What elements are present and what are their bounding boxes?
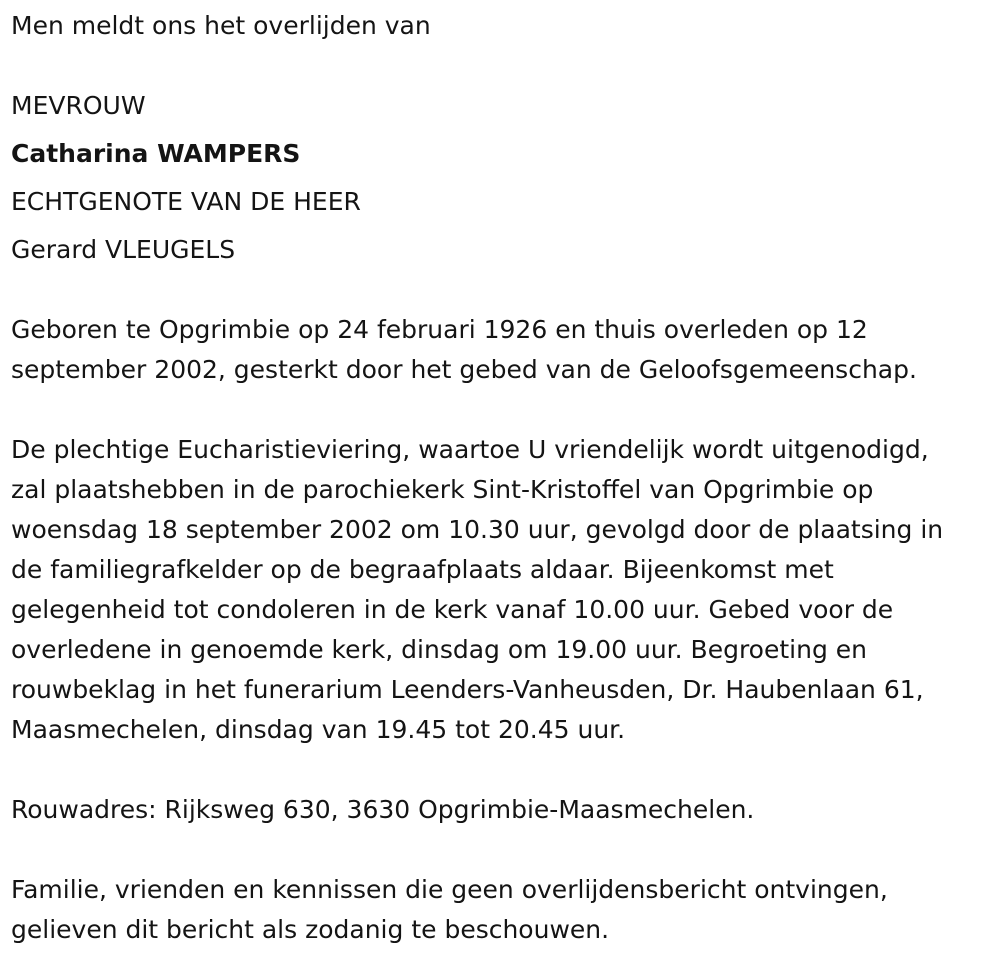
paragraph-line: gelieven dit bericht als zodanig te beschouwen.: [11, 915, 610, 944]
paragraph-line: overledene in genoemde kerk, dinsdag om 19.00 uur. Begroeting en: [11, 635, 867, 664]
paragraph-line: gelegenheid tot condoleren in de kerk vanaf 10.00 uur. Gebed voor de: [11, 595, 894, 624]
paragraph-line: Familie, vrienden en kennissen die geen overlijdensbericht ontvingen,: [11, 875, 888, 904]
paragraph-line: Geboren te Opgrimbie op 24 februari 1926 en thuis overleden op 12: [11, 315, 868, 344]
address-line: Rouwadres: Rijksweg 630, 3630 Opgrimbie-Maasmechelen.: [11, 795, 755, 824]
paragraph-line: rouwbeklag in het funerarium Leenders-Vanheusden, Dr. Haubenlaan 61,: [11, 675, 924, 704]
paragraph-line: september 2002, gesterkt door het gebed van de Geloofsgemeenschap.: [11, 355, 917, 384]
birth-death-paragraph: [11, 310, 917, 390]
intro-text: Men meldt ons het overlijden van: [11, 11, 431, 40]
deceased-name: Catharina WAMPERS: [11, 139, 301, 168]
deceased-title: MEVROUW: [11, 91, 146, 120]
paragraph-line: De plechtige Eucharistieviering, waartoe U vriendelijk wordt uitgenodigd,: [11, 435, 929, 464]
paragraph-line: Maasmechelen, dinsdag van 19.45 tot 20.45 uur.: [11, 715, 626, 744]
paragraph-line: woensdag 18 september 2002 om 10.30 uur, gevolgd door de plaatsing in: [11, 515, 944, 544]
deceased-relation: ECHTGENOTE VAN DE HEER: [11, 187, 361, 216]
ceremony-paragraph: [11, 430, 943, 750]
paragraph-line: de familiegrafkelder op de begraafplaats aldaar. Bijeenkomst met: [11, 555, 834, 584]
spouse-name: Gerard VLEUGELS: [11, 235, 236, 264]
closing-paragraph: [11, 870, 888, 950]
paragraph-line: zal plaatshebben in de parochiekerk Sint-Kristoffel van Opgrimbie op: [11, 475, 874, 504]
